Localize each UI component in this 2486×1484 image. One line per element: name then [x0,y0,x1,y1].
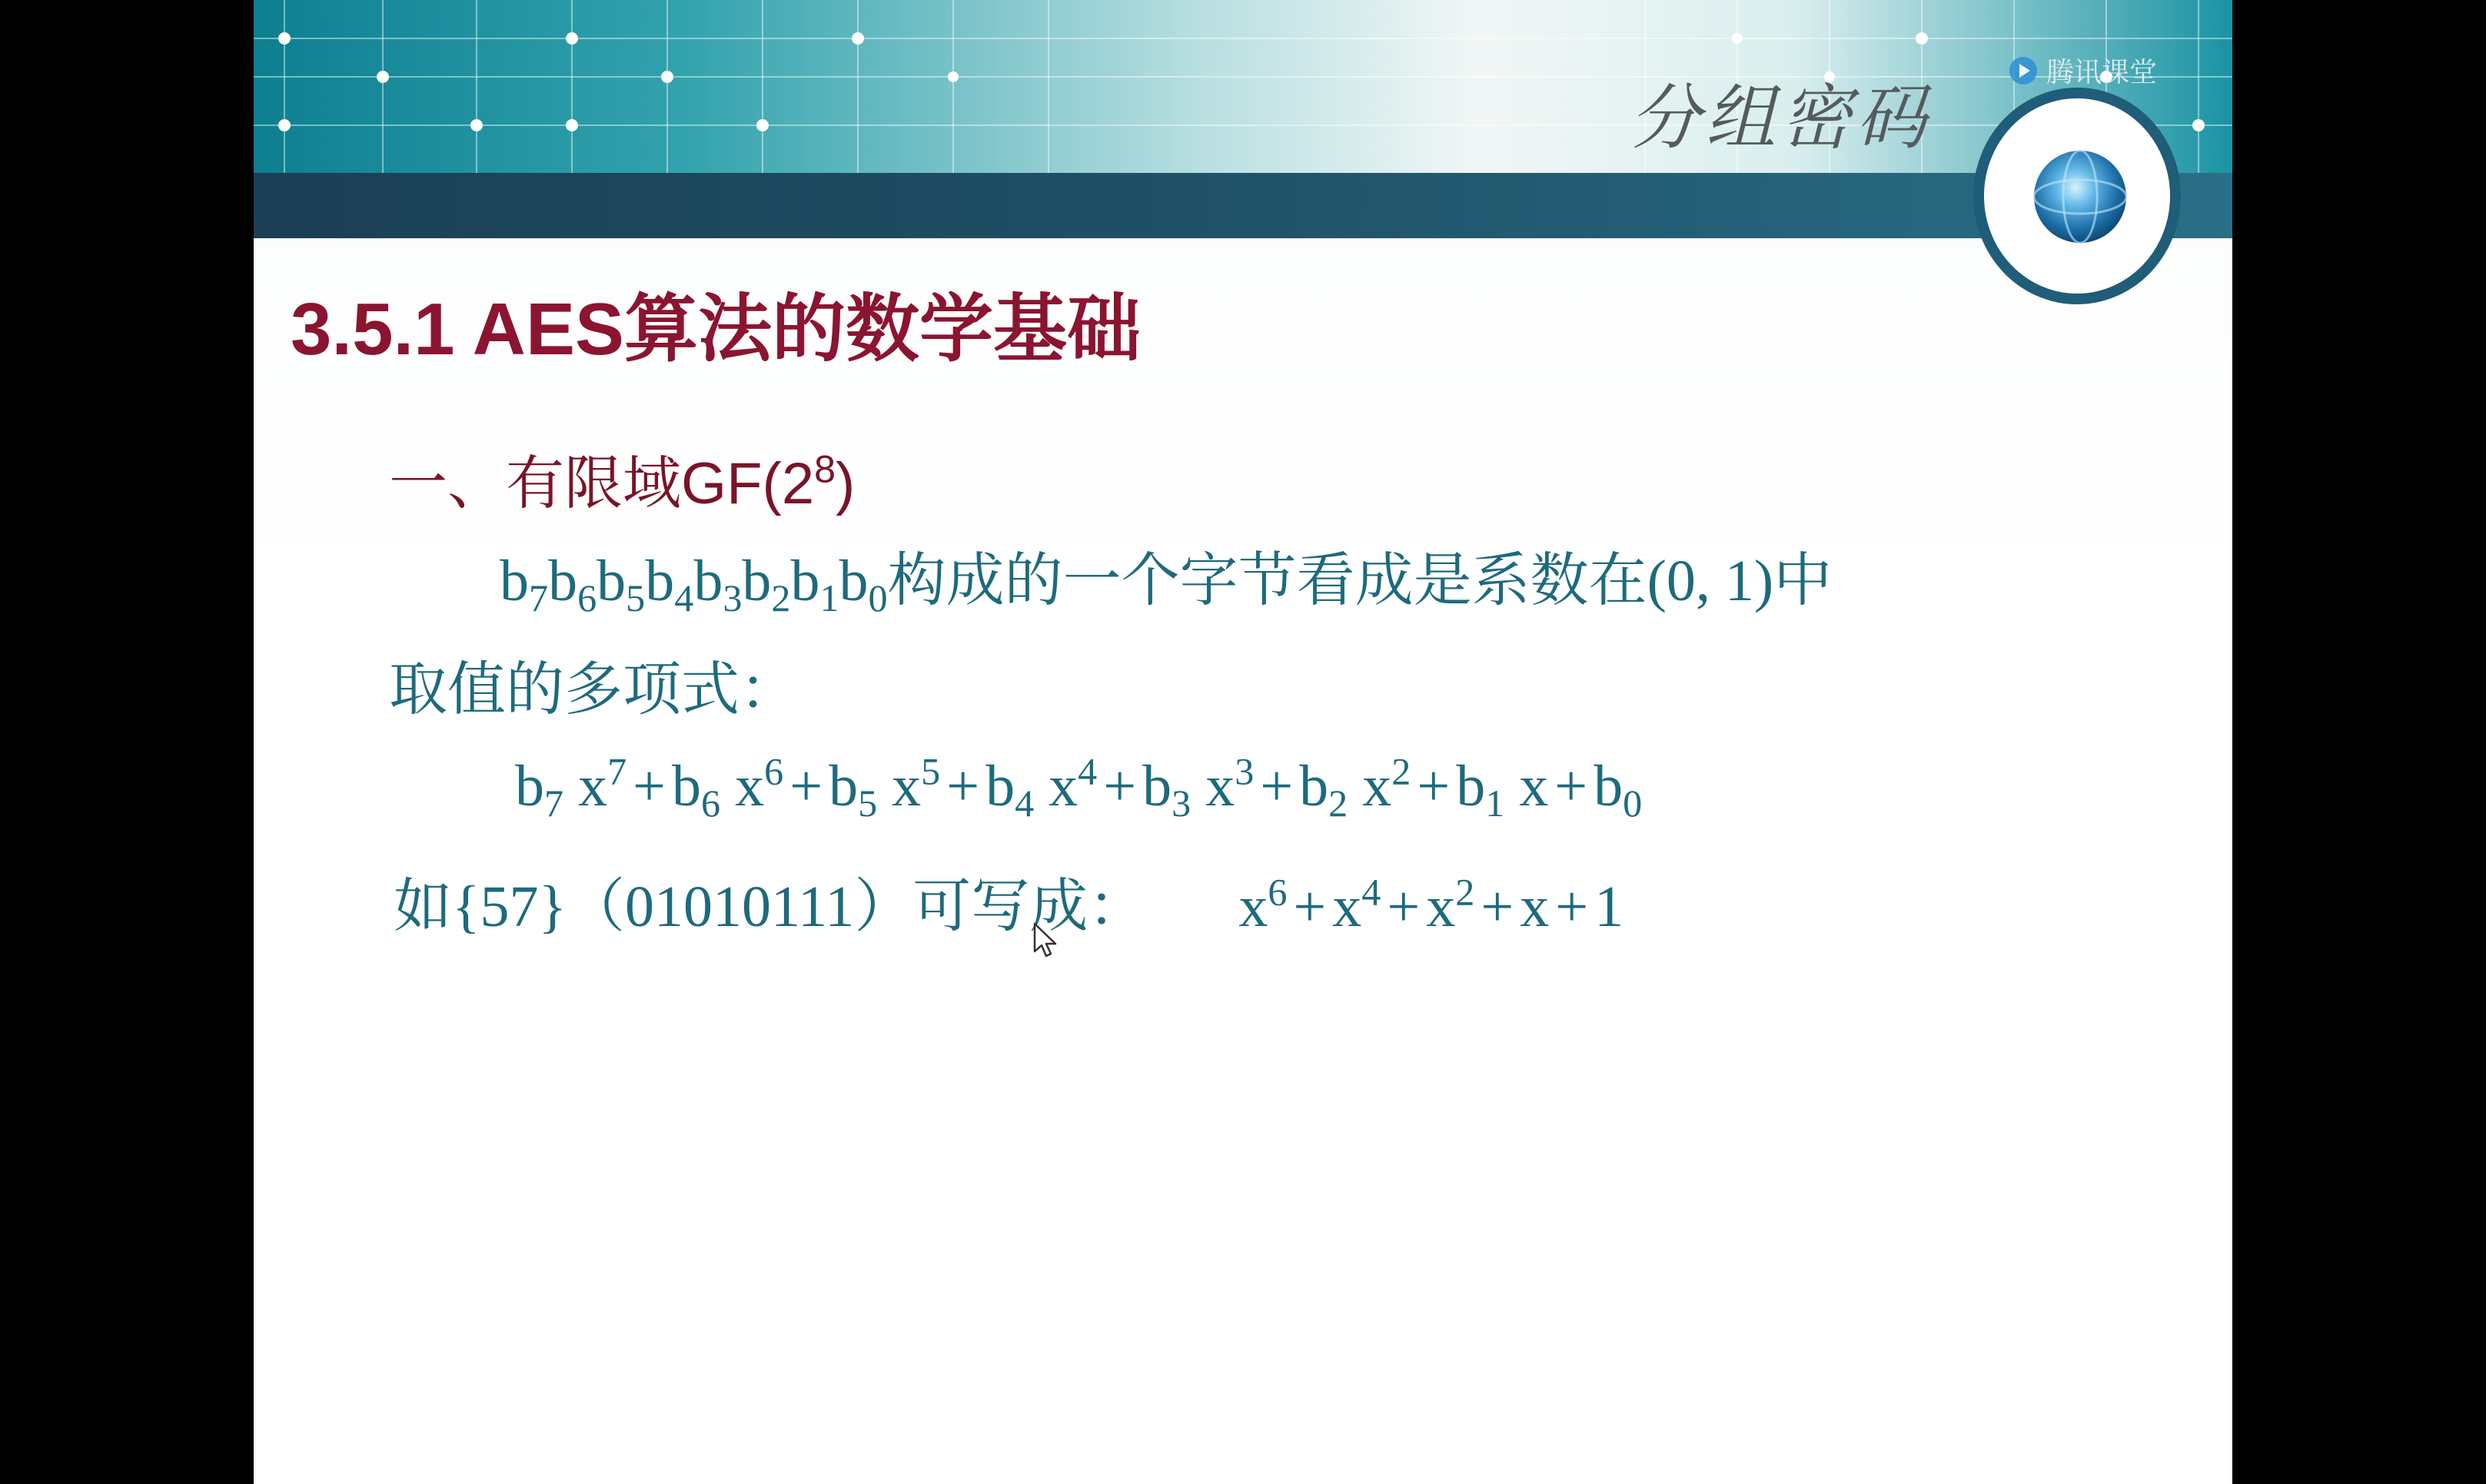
header-title: 分组密码 [1630,77,1932,159]
globe-icon [1971,85,2183,307]
slide [254,0,2232,1484]
left-letterbox [0,0,254,1484]
paragraph-line-1: $b_7b_6b_5b_4b_3b_2b_1b_0$构成的一个字节看成是系数在(0, 1)中 [500,549,1833,620]
polynomial: $b_7$ $x^7 + b_6$ $x^6 + b_5$ $x^5 + b_4$ $x^4 + b_3$ $x^3 + b_2$ $x^2 + b_1$ $x + b_0$ [515,749,1643,825]
subheading-gf: $GF(2^8)$ [681,447,856,516]
grid-decoration [254,0,2232,173]
right-letterbox [2232,0,2486,1484]
subheading [389,437,855,520]
header-banner [254,0,2232,173]
example-expression: $x^6 + x^4 + x^2 + x + 1$ [1238,870,1624,939]
section-title: 3.5.1 AES算法的数学基础 [291,288,1142,370]
example-line [394,859,1624,943]
paragraph-line-2: 取值的多项式： [389,658,798,722]
header-bar [254,173,2232,238]
paragraph-text: 构成的一个字节看成是系数在(0, 1)中 [887,549,1833,613]
brand-text: 腾讯课堂 [2046,57,2158,88]
play-icon [2008,55,2039,86]
example-text: 如{57}（01010111）可写成： [394,875,1147,939]
subheading-prefix: 一、有限域 [389,449,681,517]
mouse-pointer-icon [1032,922,1059,959]
